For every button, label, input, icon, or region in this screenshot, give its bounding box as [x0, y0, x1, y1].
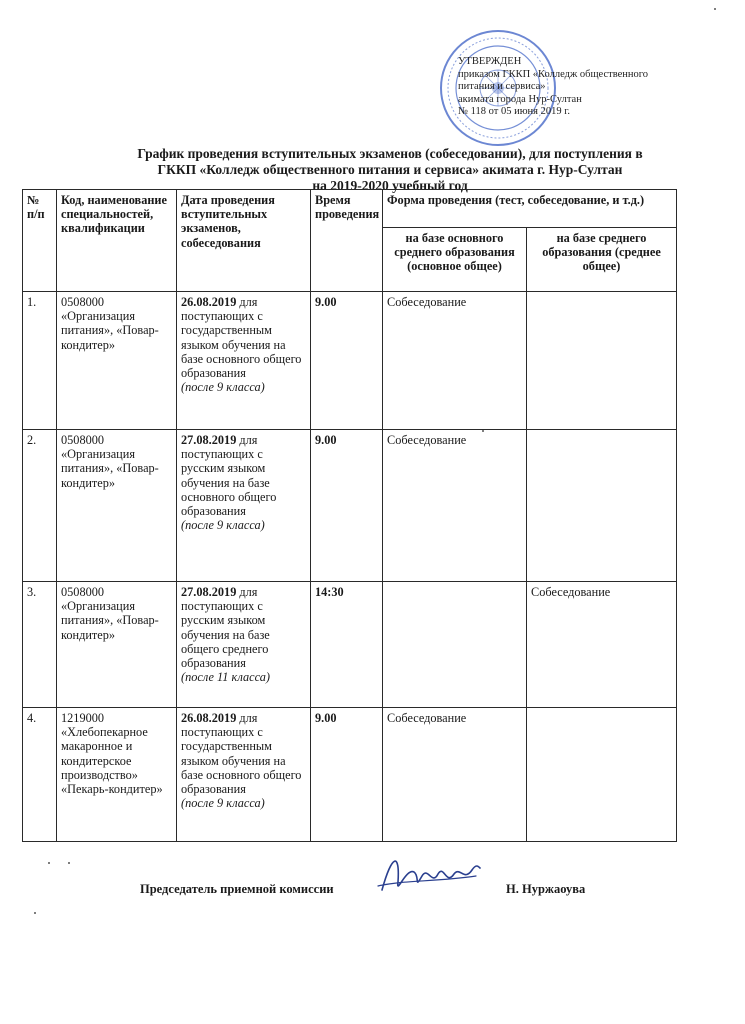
header-date: Дата проведения вступительных экзаменов, собеседования: [177, 190, 311, 292]
scan-speck: [68, 862, 70, 864]
row-code: 0508000 «Организация питания», «Повар-кондитер»: [57, 430, 177, 582]
row-date-value: 26.08.2019: [181, 711, 237, 725]
row-date-text: для поступающих с государственным языком обучения на базе основного общего образования: [181, 295, 302, 381]
table-row: [23, 708, 677, 842]
signature-line: [140, 878, 610, 902]
row-time: 9.00: [311, 708, 383, 842]
title-line-3: на 2019-2020 учебный год: [312, 178, 468, 193]
scan-speck: [48, 862, 50, 864]
row-basic-form: Собеседование: [383, 292, 527, 430]
chair-name: Н. Нуржаоува: [506, 882, 586, 896]
approval-block: [458, 56, 708, 119]
approval-line-5: № 118 от 05 июня 2019 г.: [458, 106, 570, 117]
approval-line-4: акимата города Нур-Султан: [458, 93, 582, 105]
row-secondary-form: [527, 430, 677, 582]
table-row: [23, 430, 677, 582]
scan-speck: [482, 430, 484, 432]
row-date-text: для поступающих с русским языком обучения на базе общего среднего образования: [181, 585, 270, 671]
title-line-2: ГККП «Колледж общественного питания и сервиса» акимата г. Нур-Султан: [157, 162, 623, 177]
row-time: 9.00: [311, 292, 383, 430]
approval-line-3: питания и сервиса»: [458, 81, 546, 92]
row-time: 14:30: [311, 582, 383, 708]
row-basic-form: [383, 582, 527, 708]
row-date-value: 27.08.2019: [181, 585, 237, 599]
row-code: 1219000 «Хлебопекарное макаронное и кондитерское производство» «Пекарь-кондитер»: [57, 708, 177, 842]
row-date-note: (после 9 класса): [181, 518, 265, 533]
row-basic-form: Собеседование: [383, 708, 527, 842]
table-row: [23, 582, 677, 708]
header-secondary-education: на базе среднего образования (среднее общее): [527, 228, 677, 292]
row-date-value: 27.08.2019: [181, 433, 237, 447]
row-num: 3.: [23, 582, 57, 708]
header-basic-education: на базе основного среднего образования (основное общее): [383, 228, 527, 292]
row-date-note: (после 9 класса): [181, 796, 265, 811]
row-date-note: (после 11 класса): [181, 670, 271, 685]
row-secondary-form: [527, 708, 677, 842]
row-date: [177, 430, 311, 582]
table-row: [23, 292, 677, 430]
row-time: 9.00: [311, 430, 383, 582]
document-title: [60, 146, 720, 194]
scan-speck: [714, 8, 716, 10]
header-num: № п/п: [23, 190, 57, 292]
row-code: 0508000 «Организация питания», «Повар-кондитер»: [57, 292, 177, 430]
row-code: 0508000 «Организация питания», «Повар-кондитер»: [57, 582, 177, 708]
header-code: Код, наименование специальностей, квалификации: [57, 190, 177, 292]
row-num: 2.: [23, 430, 57, 582]
header-time: Время проведения: [311, 190, 383, 292]
header-form: Форма проведения (тест, собеседование, и т.д.): [383, 190, 677, 228]
title-line-1: График проведения вступительных экзаменов (собеседовании), для поступления в: [137, 146, 643, 161]
row-date: [177, 292, 311, 430]
row-num: 4.: [23, 708, 57, 842]
row-date-note: (после 9 класса): [181, 380, 265, 395]
chair-label: Председатель приемной комиссии: [140, 882, 334, 896]
exam-schedule-table: [22, 189, 677, 842]
row-date: [177, 708, 311, 842]
row-secondary-form: Собеседование: [527, 582, 677, 708]
row-num: 1.: [23, 292, 57, 430]
scan-speck: [34, 912, 36, 914]
row-basic-form: Собеседование: [383, 430, 527, 582]
row-secondary-form: [527, 292, 677, 430]
approval-line-1: УТВЕРЖДЕН: [458, 56, 522, 67]
approval-line-2: приказом ГККП «Колледж общественного: [458, 68, 649, 80]
row-date-text: для поступающих с государственным языком обучения на базе основного общего образования: [181, 711, 302, 797]
row-date-value: 26.08.2019: [181, 295, 237, 309]
row-date: [177, 582, 311, 708]
row-date-text: для поступающих с русским языком обучения на базе основного общего образования: [181, 433, 277, 519]
